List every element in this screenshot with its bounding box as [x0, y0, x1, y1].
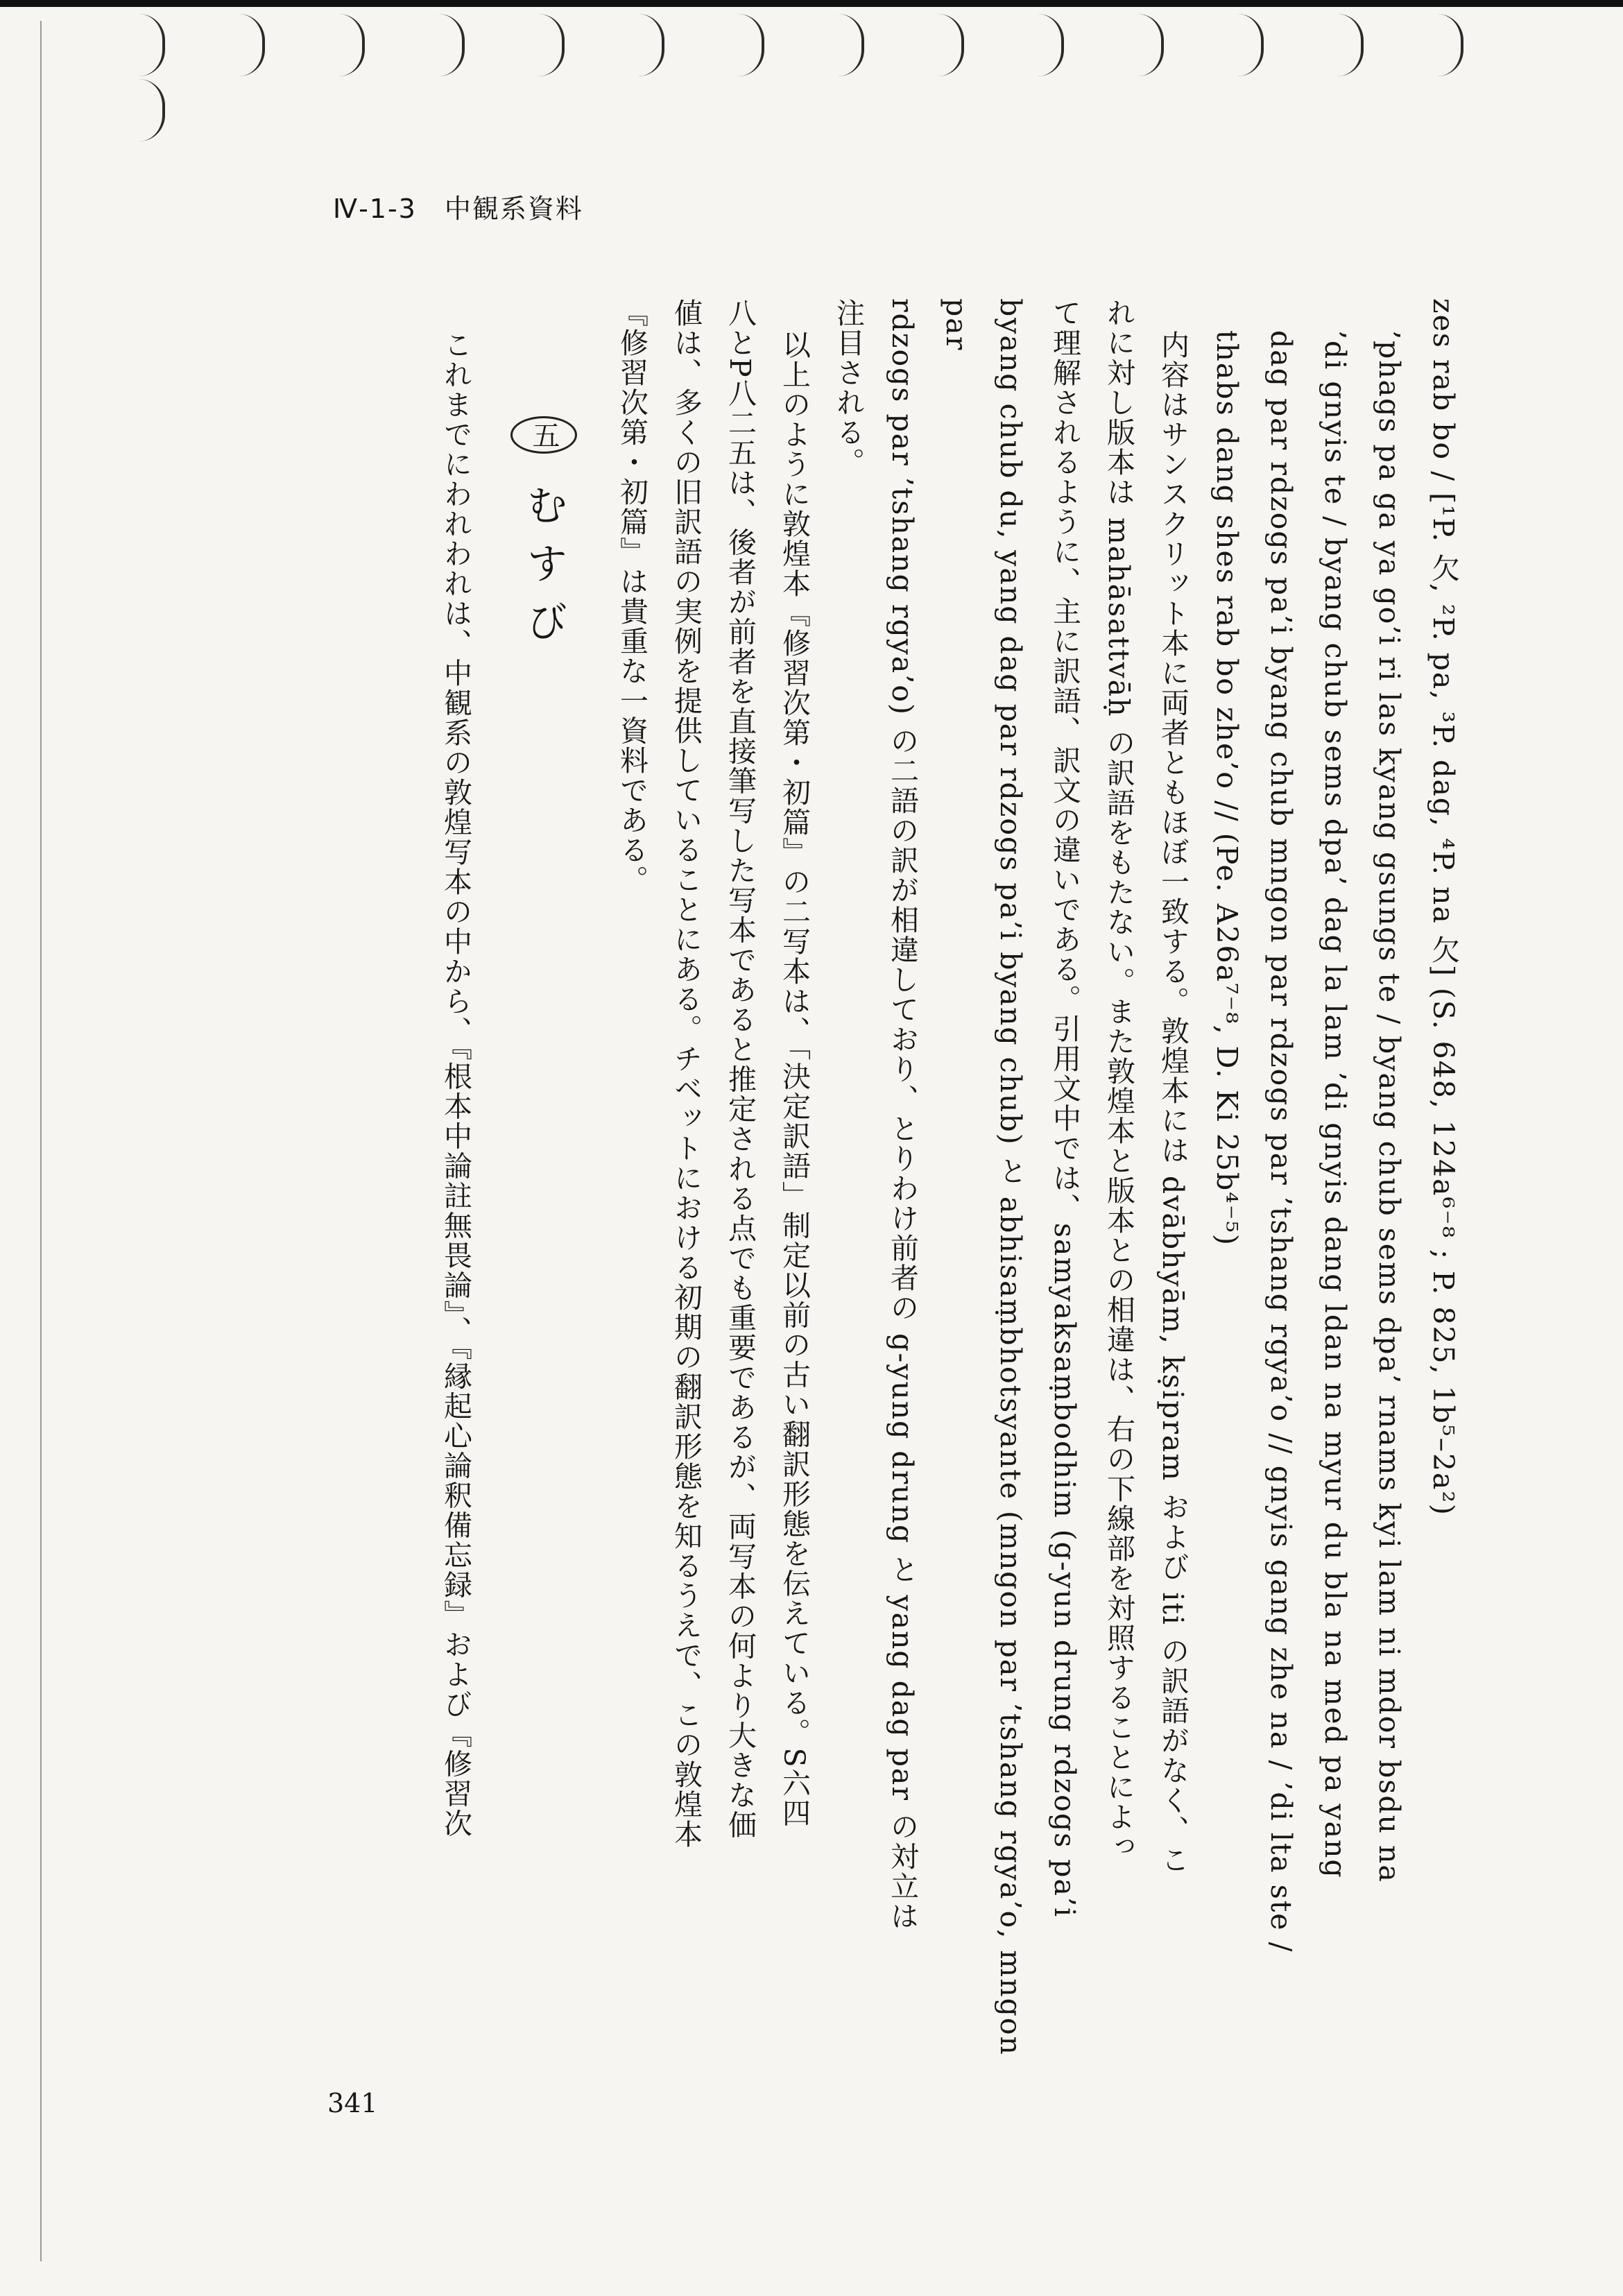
text-line: 以上のように敦煌本『修習次第・初篇』の二写本は、「決定訳語」制定以前の古い翻訳形態を伝えている。S六四	[778, 330, 811, 1828]
section-heading-text: むすび	[519, 483, 568, 659]
text-line: dag par rdzogs pa’i byang chub mngon par rdzogs par ’tshang rgya’o // gnyis gang zhe na / ’di lta ste /	[1264, 330, 1298, 1953]
text-line: rdzogs par ’tshang rgya’o) の二語の訳が相違しており、とりわけ前者の g-yung drung と yang dag par の対立は	[886, 298, 919, 1931]
body-text	[277, 298, 1470, 2060]
text-line: て理解されるように、主に訳語、訳文の違いである。引用文中では、samyaksaṃbodhim (g-yun drung rdzogs pa’i	[1048, 298, 1081, 1919]
text-line: byang chub du, yang dag par rdzogs pa’i byang chub) と abhisaṃbhotsyante (mngon par ’tshang rgya’o, mngon par	[940, 298, 1027, 2056]
text-line: れに対し版本は mahāsattvāḥ の訳語をもたない。また敦煌本と版本との相違は、右の下線部を対照することによっ	[1102, 298, 1135, 1862]
section-heading	[510, 298, 577, 2060]
section-number: 五	[510, 416, 577, 454]
text-line: zes rab bo / [¹P. 欠, ²P. pa, ³P. dag, ⁴P. na 欠] (S. 648, 124a⁶⁻⁸ ; P. 825, 1b⁵–2a²)	[1427, 298, 1460, 1516]
text-line: ’di gnyis te / byang chub sems dpa’ dag la lam ’di gnyis dang ldan na myur du bla na med pa yang	[1319, 330, 1352, 1879]
text-line: 注目される。	[832, 298, 865, 477]
page-number: 341	[327, 2088, 378, 2118]
text-line: これまでにわれわれは、中観系の敦煌写本の中から、『根本中論註無畏論』、『縁起心論釈備忘録』および『修習次	[439, 330, 472, 1839]
text-line: 内容はサンスクリット本に両者ともほぼ一致する。敦煌本には dvābhyām, kṣipram および iti の訳語がなく、こ	[1156, 330, 1190, 1876]
text-line: thabs dang shes rab bo zhe’o // (Pe. A26a⁷⁻⁸, D. Ki 25b⁴⁻⁵)	[1210, 330, 1244, 1246]
page-edge	[0, 0, 1623, 7]
running-header: Ⅳ-1-3 中観系資料	[333, 194, 583, 224]
text-line: 八とP八二五は、後者が前者を直接筆写した写本であると推定される点でも重要であるが、両写本の何より大きな価	[723, 298, 757, 1840]
text-line: ’phags pa ga ya go’i ri las kyang gsungs te / byang chub sems dpa’ rnams kyi lam ni mdor bsdu na	[1373, 330, 1406, 1883]
text-line: 『修習次第・初篇』は貴重な一資料である。	[615, 298, 649, 895]
page-edge-left	[40, 21, 42, 2261]
text-line: 値は、多くの旧訳語の実例を提供していることにある。チベットにおける初期の翻訳形態を知るうえで、この敦煌本	[669, 298, 703, 1849]
binding-marks	[139, 14, 1609, 118]
